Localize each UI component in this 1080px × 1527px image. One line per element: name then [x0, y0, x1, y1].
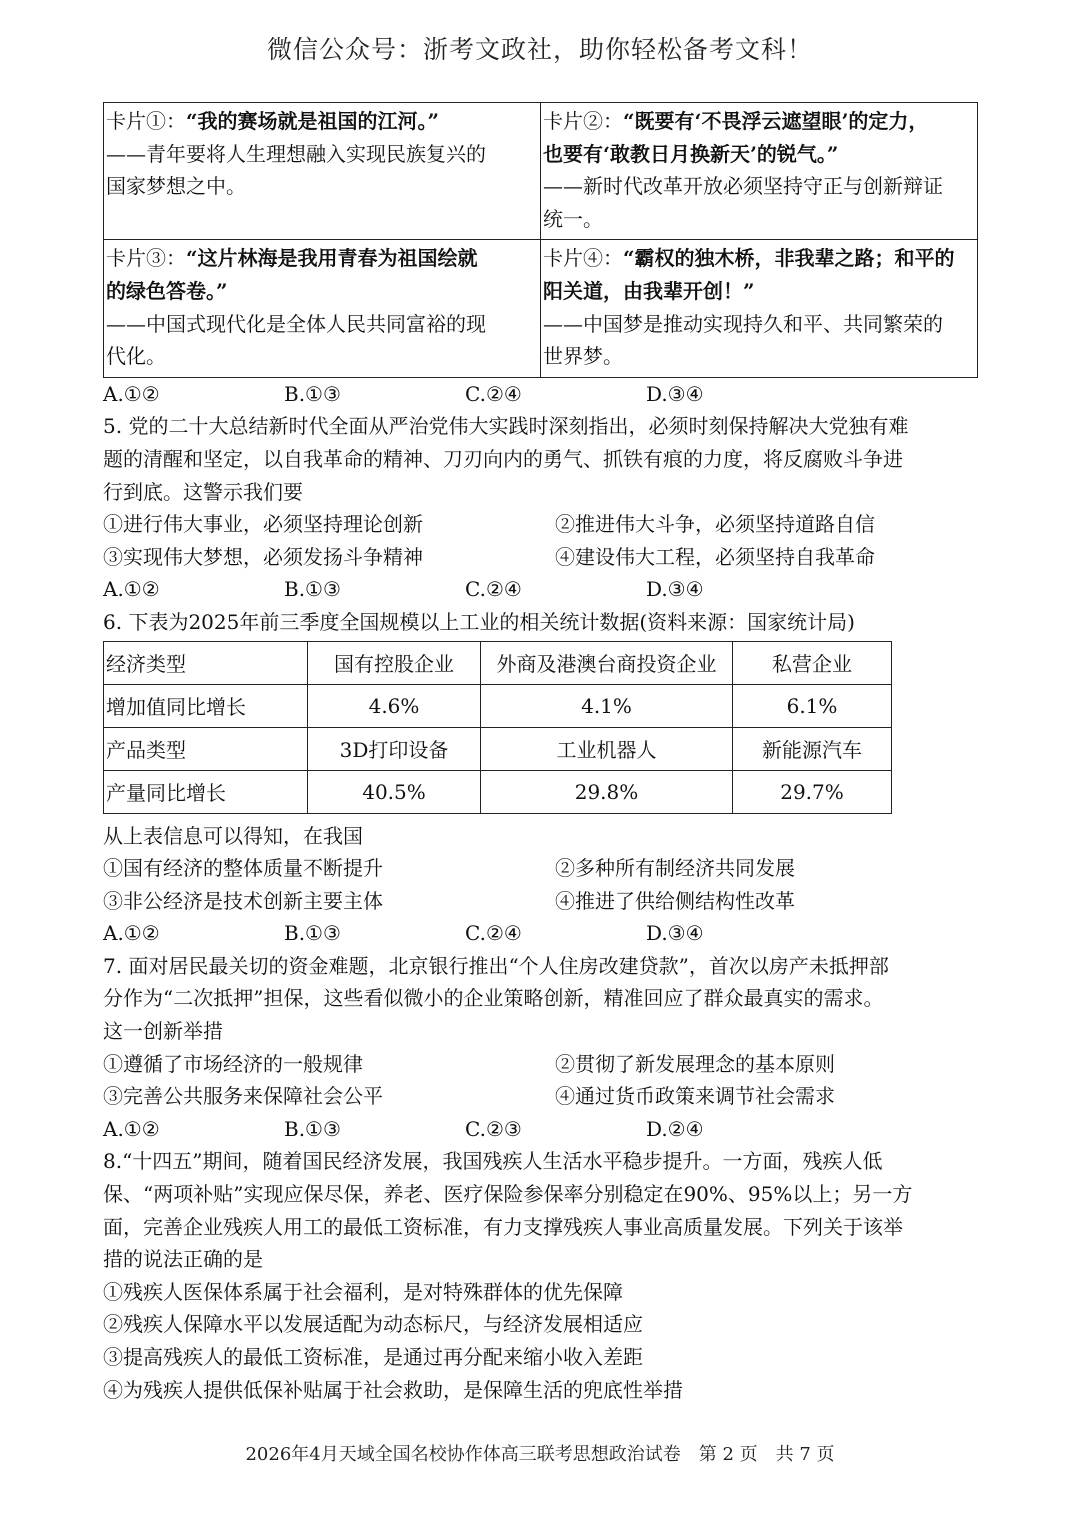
- table-cell: 外商及港澳台商投资企业: [481, 641, 733, 684]
- q6-item: ②多种所有制经济共同发展: [555, 856, 795, 881]
- q4-options: [103, 378, 978, 411]
- option-a: A.①②: [103, 1116, 160, 1141]
- option-c: C.②④: [465, 577, 522, 602]
- q5-options: [103, 573, 978, 606]
- exam-content: [103, 102, 978, 1406]
- q5-stem-line: 5. 党的二十大总结新时代全面从严治党伟大实践时深刻指出，必须时刻保持解决大党独有难: [103, 414, 909, 439]
- option-c: C.②③: [465, 1116, 522, 1141]
- q7-stem-line: 7. 面对居民最关切的资金难题，北京银行推出“个人住房改建贷款”，首次以房产未抵押部: [103, 953, 889, 978]
- option-a: A.①②: [103, 381, 160, 406]
- table-cell: 6.1%: [733, 684, 892, 727]
- card-label: 卡片④：: [543, 246, 623, 271]
- q7-item: ④通过货币政策来调节社会需求: [555, 1084, 835, 1109]
- table-row: [104, 727, 892, 770]
- q7-item: ②贯彻了新发展理念的基本原则: [555, 1051, 835, 1076]
- option-d: D.③④: [646, 921, 704, 946]
- card-text: 国家梦想之中。: [106, 174, 246, 199]
- option-c: C.②④: [465, 381, 522, 406]
- cards-table: [103, 102, 978, 378]
- card-text: 世界梦。: [543, 344, 623, 369]
- q6-items-row: [103, 885, 978, 918]
- stats-table: [103, 641, 892, 814]
- q5-item: ②推进伟大斗争，必须坚持道路自信: [555, 512, 875, 537]
- q7-stem-line: 分作为“二次抵押”担保，这些看似微小的企业策略创新，精准回应了群众最真实的需求。: [103, 986, 884, 1011]
- q7-item: ①遵循了市场经济的一般规律: [103, 1051, 363, 1076]
- option-b: B.①③: [284, 381, 341, 406]
- q5-item: ④建设伟大工程，必须坚持自我革命: [555, 544, 875, 569]
- table-cell: 产量同比增长: [104, 770, 308, 813]
- card-text: ——中国梦是推动实现持久和平、共同繁荣的: [543, 311, 943, 336]
- table-cell: 工业机器人: [481, 727, 733, 770]
- q7-options: [103, 1113, 978, 1146]
- q5-stem-line: 行到底。这警示我们要: [103, 479, 303, 504]
- card-text: ——中国式现代化是全体人民共同富裕的现: [106, 311, 486, 336]
- q8-stem-line: 保、“两项补贴”实现应保尽保，养老、医疗保险参保率分别稳定在90%、95%以上；另一方: [103, 1182, 913, 1207]
- q8-item: ④为残疾人提供低保补贴属于社会救助，是保障生活的兜底性举措: [103, 1377, 683, 1402]
- card-text: ——新时代改革开放必须坚持守正与创新辩证: [543, 174, 943, 199]
- table-cell: 私营企业: [733, 641, 892, 684]
- card-quote: 的绿色答卷。”: [106, 278, 228, 303]
- q6-item: ①国有经济的整体质量不断提升: [103, 856, 383, 881]
- q6-stem: 6. 下表为2025年前三季度全国规模以上工业的相关统计数据(资料来源：国家统计局): [103, 609, 855, 634]
- page-footer: 2026年4月天域全国名校协作体高三联考思想政治试卷 第 2 页 共 7 页: [245, 1444, 835, 1465]
- table-row: [104, 770, 892, 813]
- q5-stem-line: 题的清醒和坚定，以自我革命的精神、刀刃向内的勇气、抓铁有痕的力度，将反腐败斗争进: [103, 446, 903, 471]
- q5-items-row: [103, 508, 978, 541]
- table-cell: 29.7%: [733, 770, 892, 813]
- option-c: C.②④: [465, 921, 522, 946]
- table-cell: 4.6%: [308, 684, 481, 727]
- card-quote: “这片林海是我用青春为祖国绘就: [186, 246, 478, 271]
- table-cell: 产品类型: [104, 727, 308, 770]
- q8-item: ②残疾人保障水平以发展适配为动态标尺，与经济发展相适应: [103, 1312, 643, 1337]
- table-cell: 增加值同比增长: [104, 684, 308, 727]
- card-quote: “既要有‘不畏浮云遮望眼’的定力，: [623, 109, 929, 133]
- q8-stem-line: 面，完善企业残疾人用工的最低工资标准，有力支撑残疾人事业高质量发展。下列关于该举: [103, 1214, 903, 1239]
- option-a: A.①②: [103, 577, 160, 602]
- q5-item: ①进行伟大事业，必须坚持理论创新: [103, 512, 423, 537]
- table-cell: 国有控股企业: [308, 641, 481, 684]
- option-d: D.③④: [646, 577, 704, 602]
- card-4: [541, 240, 978, 377]
- table-row: [104, 684, 892, 727]
- card-quote: 阳关道，由我辈开创！”: [543, 278, 755, 303]
- q6-items-row: [103, 852, 978, 885]
- card-3: [104, 240, 541, 377]
- q6-item: ④推进了供给侧结构性改革: [555, 888, 795, 913]
- table-cell: 40.5%: [308, 770, 481, 813]
- option-b: B.①③: [284, 921, 341, 946]
- card-1: [104, 103, 541, 240]
- q7-item: ③完善公共服务来保障社会公平: [103, 1084, 383, 1109]
- card-quote: “我的赛场就是祖国的江河。”: [186, 109, 440, 133]
- q7-stem-line: 这一创新举措: [103, 1019, 223, 1044]
- card-text: ——青年要将人生理想融入实现民族复兴的: [106, 141, 486, 166]
- table-cell: 新能源汽车: [733, 727, 892, 770]
- q8-item: ③提高残疾人的最低工资标准，是通过再分配来缩小收入差距: [103, 1345, 643, 1369]
- table-cell: 3D打印设备: [308, 727, 481, 770]
- q6-lead: 从上表信息可以得知，在我国: [103, 823, 363, 848]
- table-row: [104, 641, 892, 684]
- q8-stem-line: 措的说法正确的是: [103, 1247, 263, 1272]
- option-b: B.①③: [284, 577, 341, 602]
- option-d: D.②④: [646, 1116, 704, 1141]
- card-text: 统一。: [543, 206, 603, 231]
- card-quote: “霸权的独木桥，非我辈之路；和平的: [623, 246, 955, 271]
- q7-items-row: [103, 1048, 978, 1081]
- card-quote: 也要有‘敢教日月换新天’的锐气。”: [543, 141, 839, 166]
- q5-items-row: [103, 541, 978, 574]
- option-b: B.①③: [284, 1116, 341, 1141]
- option-a: A.①②: [103, 921, 160, 946]
- q7-items-row: [103, 1080, 978, 1113]
- page-header: 微信公众号：浙考文政社，助你轻松备考文科！: [266, 35, 813, 64]
- q8-stem-line: 8.“十四五”期间，随着国民经济发展，我国残疾人生活水平稳步提升。一方面，残疾人低: [103, 1149, 883, 1174]
- table-cell: 经济类型: [104, 641, 308, 684]
- card-text: 代化。: [106, 344, 166, 369]
- q6-options: [103, 917, 978, 950]
- card-label: 卡片①：: [106, 109, 186, 133]
- q8-item: ①残疾人医保体系属于社会福利，是对特殊群体的优先保障: [103, 1279, 623, 1304]
- table-cell: 4.1%: [481, 684, 733, 727]
- q5-item: ③实现伟大梦想，必须发扬斗争精神: [103, 544, 423, 569]
- option-d: D.③④: [646, 381, 704, 406]
- q6-item: ③非公经济是技术创新主要主体: [103, 888, 383, 913]
- card-label: 卡片③：: [106, 246, 186, 271]
- card-2: [541, 103, 978, 240]
- table-cell: 29.8%: [481, 770, 733, 813]
- card-label: 卡片②：: [543, 109, 623, 133]
